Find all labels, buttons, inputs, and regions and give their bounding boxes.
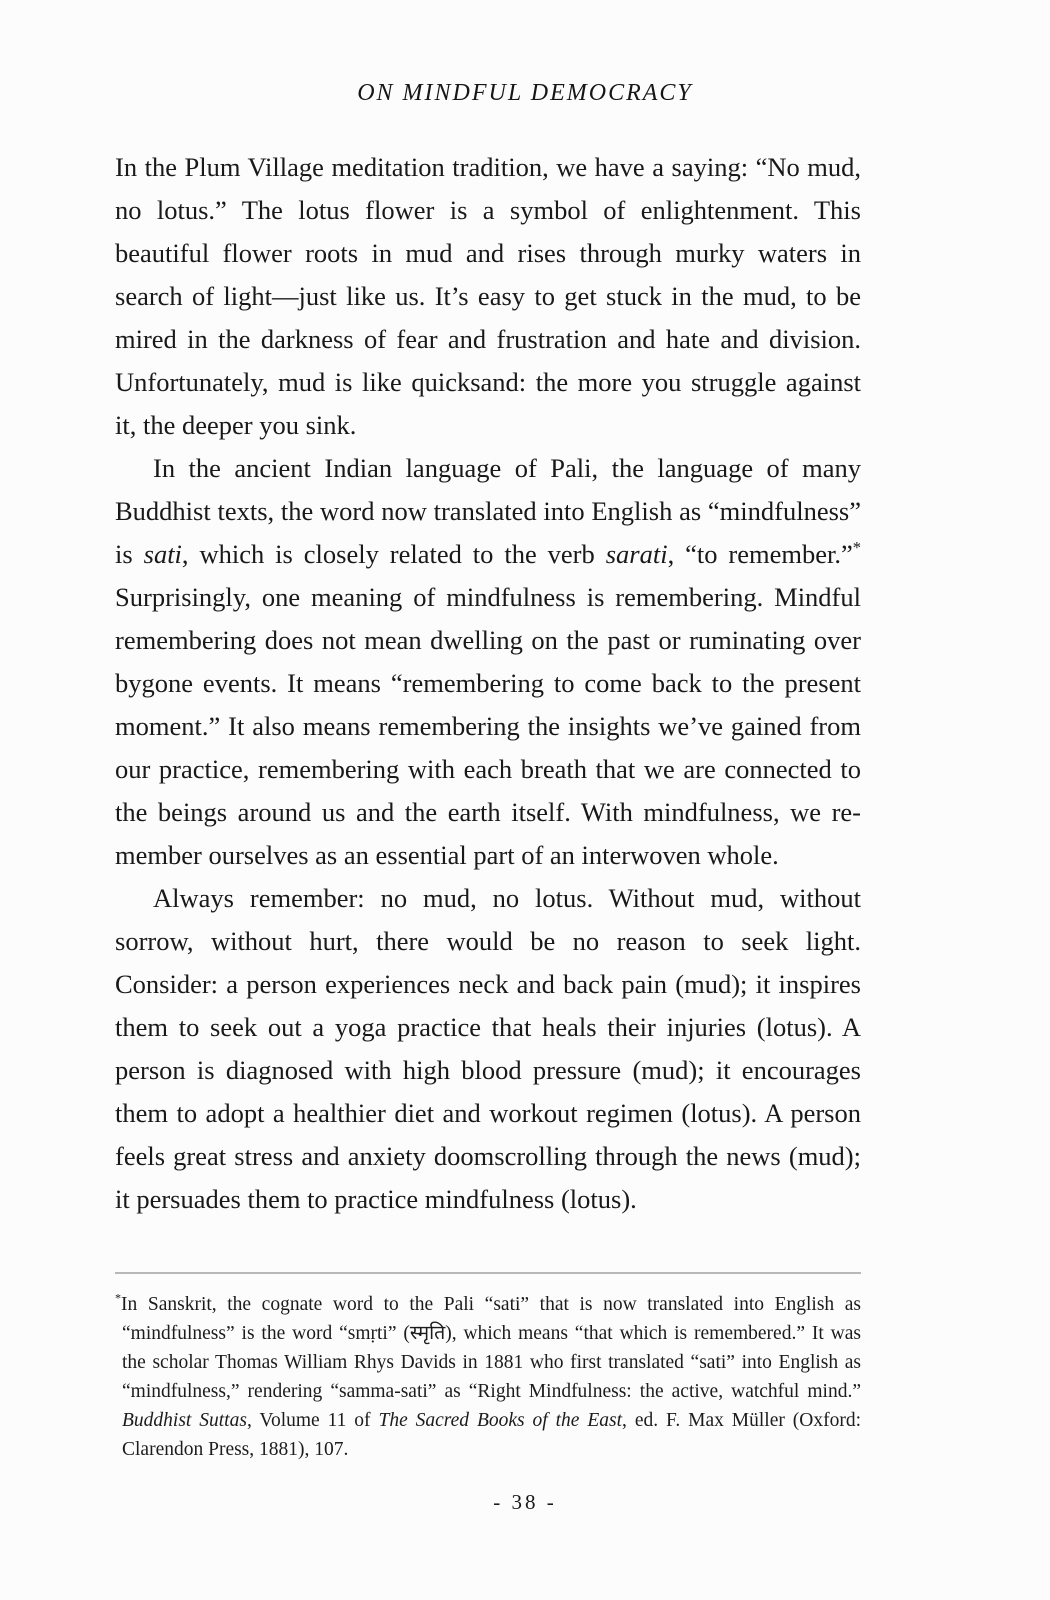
footnote-text: *In Sanskrit, the cognate word to the Pali “sati” that is now translated into English as “mindfulness” is the word “smṛti” (स्मृति), which means “that which is remembered.” It was the scholar Thomas William Rhys Davids in 1881 who first translated “sati” into English as “mindfulness,” rendering “samma-sati” as “Right Mindfulness: the active, watchful mind.” Buddhist Suttas, Volume 11 of The Sacred Books of the East, ed. F. Max Müller (Oxford: Clarendon Press, 1881), 107. — [115, 1291, 861, 1460]
paragraph-3: Always remember: no mud, no lotus. Without mud, without sorrow, without hurt, there would be no reason to seek light. Consider: a person experiences neck and back pain (mud); it inspires them to seek out a yoga practice that heals their injuries (lotus). A person is diagnosed with high blood pressure (mud); it encourages them to adopt a healthier diet and workout regimen (lotus). A person feels great stress and anxiety doomscrolling through the news (mud); it persuades them to practice mindfulness (lotus). — [115, 883, 861, 1214]
footnote-separator-rule — [115, 1272, 861, 1274]
paragraph-1: In the Plum Village meditation tradition, we have a saying: “No mud, no lotus.” The lotus flower is a symbol of enlightenment. This beautiful flower roots in mud and rises through murky waters in search of light—just like us. It’s easy to get stuck in the mud, to be mired in the darkness of fear and frustration and hate and division. Unfortunately, mud is like quicksand: the more you struggle against it, the deeper you sink. — [115, 152, 861, 440]
page-number: - 38 - — [493, 1490, 557, 1514]
body-text — [115, 146, 861, 1221]
paragraph-2: In the ancient Indian language of Pali, the language of many Buddhist texts, the word now translated into English as “mindfulness” is sati, which is closely related to the verb sarati, “to remember.”* Surprisingly, one meaning of mindfulness is remembering. Mindful remembering does not mean dwelling on the past or ruminating over bygone events. It means “remembering to come back to the present moment.” It also means remembering the insights we’ve gained from our practice, remembering with each breath that we are connected to the beings around us and the earth itself. With mindfulness, we re-member ourselves as an essential part of an interwoven whole. — [115, 453, 861, 870]
running-head: ON MINDFUL DEMOCRACY — [357, 80, 693, 106]
footnote-area — [115, 1272, 861, 1464]
